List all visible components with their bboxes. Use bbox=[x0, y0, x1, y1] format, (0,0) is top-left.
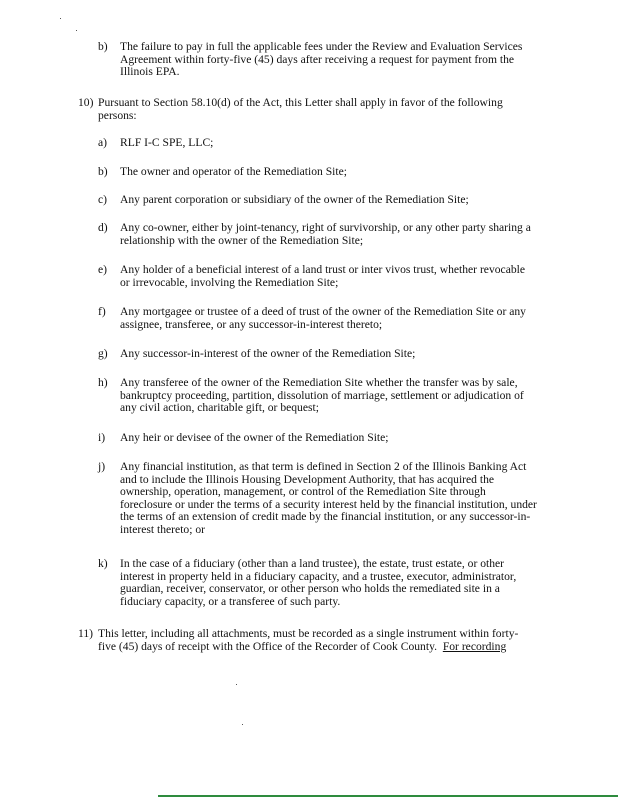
item-text bbox=[120, 137, 213, 150]
bottom-green-line bbox=[158, 795, 618, 797]
text-line: relationship with the owner of the Remediation Site; bbox=[120, 233, 364, 247]
scan-speck bbox=[60, 18, 61, 19]
text-line bbox=[98, 641, 518, 654]
item-text bbox=[120, 41, 522, 79]
item-label: c) bbox=[98, 193, 108, 206]
text-line: Pursuant to Section 58.10(d) of the Act, this Letter shall apply in favor of the following bbox=[98, 96, 503, 109]
text-line: Any holder of a beneficial interest of a land trust or inter vivos trust, whether revocable bbox=[120, 263, 526, 276]
text-line: Any financial institution, as that term is defined in Section 2 of the Illinois Banking Act bbox=[120, 460, 527, 473]
item-text bbox=[120, 377, 524, 415]
text-line: Any parent corporation or subsidiary of the owner of the Remediation Site; bbox=[120, 193, 469, 206]
item-text bbox=[120, 348, 415, 361]
text-line: fiduciary capacity, or a transferee of such party. bbox=[120, 594, 341, 608]
text-plain: five (45) days of receipt with the Office of the Recorder of Cook County. bbox=[98, 639, 438, 653]
text-line: Any co-owner, either by joint-tenancy, right of survivorship, or any other party sharing a bbox=[120, 221, 531, 234]
text-line: any civil action, charitable gift, or bequest; bbox=[120, 401, 319, 415]
text-line: foreclosure or under the terms of a security interest held by the financial institution, under bbox=[120, 497, 537, 511]
item-label: 11) bbox=[78, 627, 94, 640]
item-label: b) bbox=[98, 165, 108, 178]
item-text bbox=[120, 461, 537, 537]
text-line: The owner and operator of the Remediation Site; bbox=[120, 165, 347, 178]
text-line: The failure to pay in full the applicable fees under the Review and Evaluation Services bbox=[120, 40, 523, 53]
item-text bbox=[98, 628, 518, 653]
item-text bbox=[120, 558, 516, 608]
text-line: In the case of a fiduciary (other than a land trustee), the estate, trust estate, or other bbox=[120, 557, 505, 570]
item-text bbox=[120, 222, 531, 247]
item-label: j) bbox=[98, 460, 106, 473]
text-line: and to include the Illinois Housing Development Authority, that has acquired the bbox=[120, 472, 495, 486]
item-text bbox=[98, 97, 503, 122]
text-line: assignee, transferee, or any successor-in-interest thereto; bbox=[120, 317, 383, 331]
item-label: a) bbox=[98, 136, 108, 149]
text-line: or irrevocable, involving the Remediation Site; bbox=[120, 275, 339, 289]
text-line: This letter, including all attachments, must be recorded as a single instrument within forty- bbox=[98, 627, 519, 640]
scan-speck bbox=[242, 724, 243, 725]
item-text bbox=[120, 194, 469, 207]
text-line: Any heir or devisee of the owner of the Remediation Site; bbox=[120, 431, 389, 444]
text-line: Illinois EPA. bbox=[120, 65, 180, 79]
item-label: b) bbox=[98, 40, 108, 53]
text-line: Any transferee of the owner of the Remediation Site whether the transfer was by sale, bbox=[120, 376, 518, 389]
item-label: d) bbox=[98, 221, 108, 234]
text-line: persons: bbox=[98, 108, 137, 122]
text-line: the terms of an extension of credit made by the financial institution, or any successor-in- bbox=[120, 510, 531, 524]
text-line: RLF I-C SPE, LLC; bbox=[120, 136, 214, 149]
text-line: ownership, operation, management, or control of the Remediation Site through bbox=[120, 485, 486, 499]
text-line: interest thereto; or bbox=[120, 522, 205, 536]
item-label: e) bbox=[98, 263, 108, 276]
text-line: interest in property held in a fiduciary capacity, and a trustee, executor, administrator, bbox=[120, 569, 517, 583]
item-label: i) bbox=[98, 431, 106, 444]
item-label: f) bbox=[98, 305, 106, 318]
text-line: guardian, receiver, conservator, or other person who holds the remediated site in a bbox=[120, 582, 500, 596]
text-line: bankruptcy proceeding, partition, dissolution of marriage, settlement or adjudication of bbox=[120, 388, 524, 402]
scan-speck bbox=[76, 30, 77, 31]
underlined-text: For recording bbox=[442, 639, 507, 653]
scan-speck bbox=[236, 684, 237, 685]
item-label: g) bbox=[98, 347, 108, 360]
item-text bbox=[120, 432, 389, 445]
item-label: 10) bbox=[78, 96, 94, 109]
item-label: k) bbox=[98, 557, 108, 570]
text-line: Agreement within forty-five (45) days after receiving a request for payment from the bbox=[120, 52, 515, 66]
item-label: h) bbox=[98, 376, 108, 389]
item-text bbox=[120, 264, 525, 289]
text-line: Any mortgagee or trustee of a deed of trust of the owner of the Remediation Site or any bbox=[120, 305, 526, 318]
item-text bbox=[120, 306, 526, 331]
text-line: Any successor-in-interest of the owner of the Remediation Site; bbox=[120, 347, 416, 360]
item-text bbox=[120, 166, 347, 179]
